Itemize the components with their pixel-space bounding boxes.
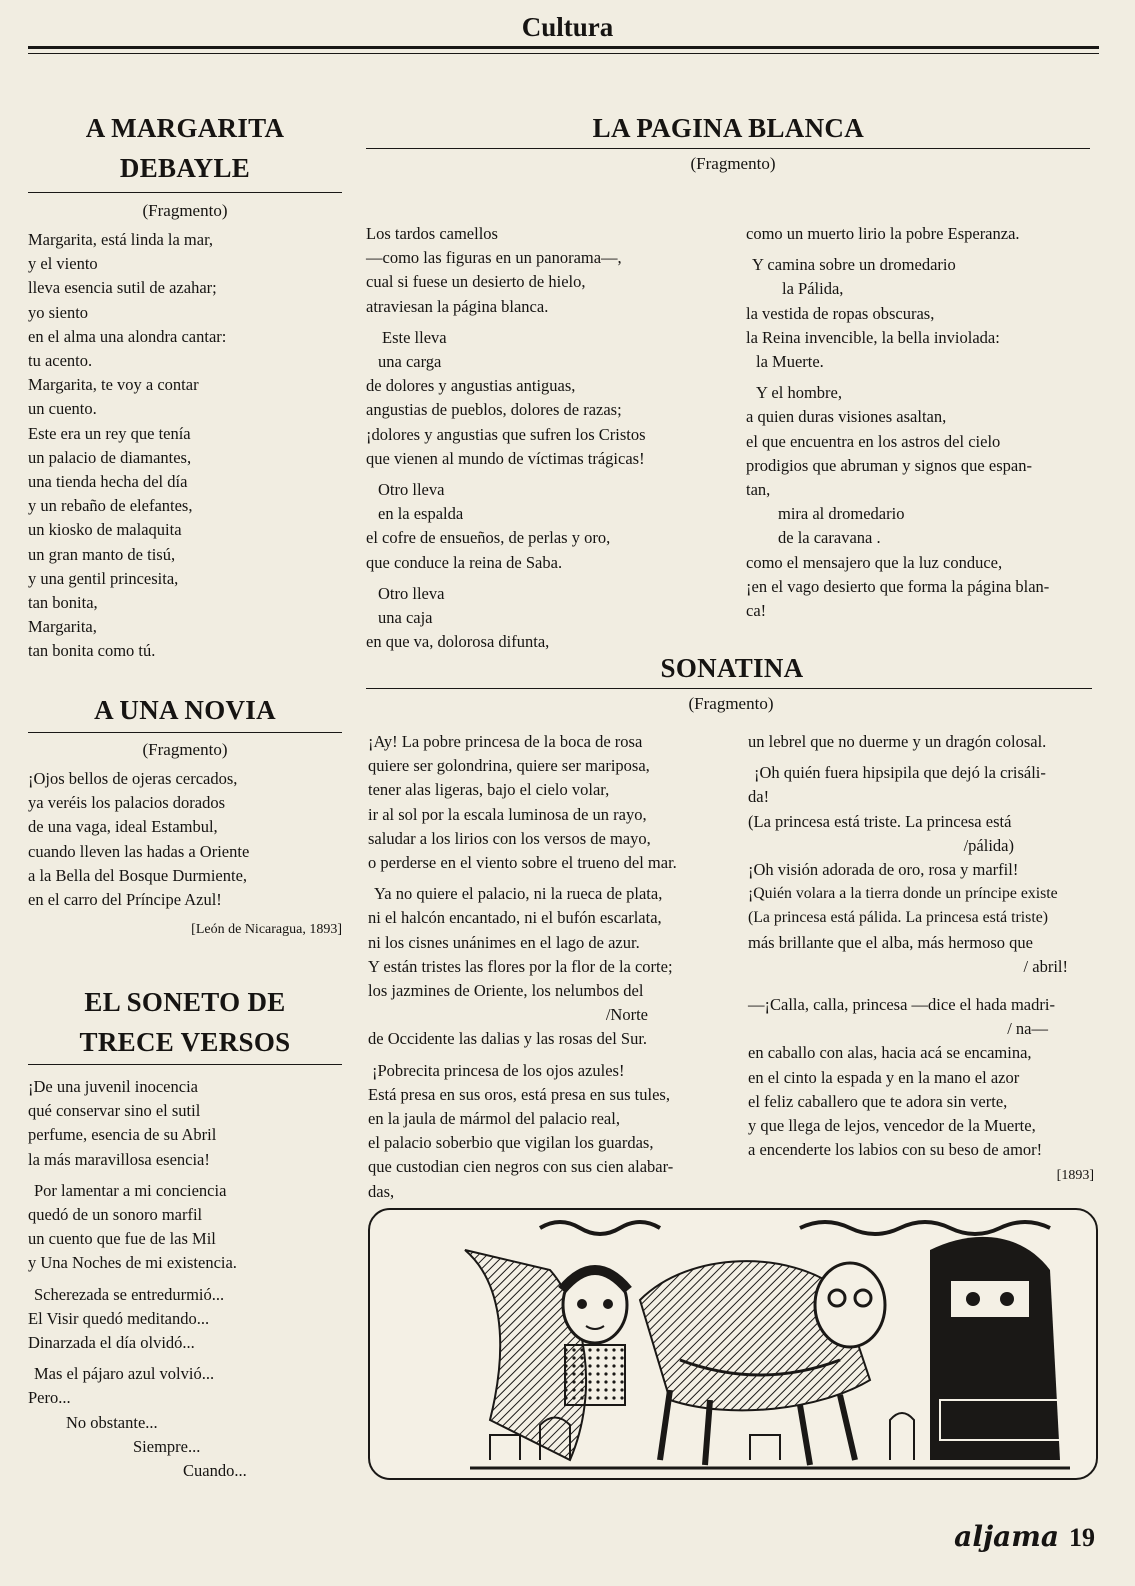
poem-line: —como las figuras en un panorama—, xyxy=(366,248,622,268)
poem-line: y el viento xyxy=(28,254,98,274)
poem-line: el que encuentra en los astros del cielo xyxy=(746,431,1001,451)
poem-line: un cuento que fue de las Mil xyxy=(28,1229,216,1249)
poem-line: de Occidente las dalias y las rosas del Sur. xyxy=(368,1029,648,1049)
poem-line: ¡Pobrecita princesa de los ojos azules! xyxy=(372,1060,625,1080)
poem-title-line2: DEBAYLE xyxy=(119,153,251,183)
poem-line: prodigios que abruman y signos que espan- xyxy=(746,455,1032,475)
poem-line: ¡Oh quién fuera hipsipila que dejó la crisáli- xyxy=(754,763,1046,783)
poem-title: SONATINA xyxy=(660,653,804,683)
poem-line: tan, xyxy=(746,480,771,500)
illustration-frame xyxy=(368,1208,1098,1480)
poem-line: ¡dolores y angustias que sufren los Cristos xyxy=(366,424,646,444)
fragment-label: (Fragmento) xyxy=(142,740,228,759)
title-rule xyxy=(28,1064,342,1065)
poem-line: Margarita, xyxy=(28,617,97,637)
poem-line: un cuento. xyxy=(28,399,97,419)
poem-line: ni los cisnes unánimes en el lago de azur. xyxy=(368,932,640,952)
poem-line: Otro lleva xyxy=(378,583,445,603)
poem-line: y Una Noches de mi existencia. xyxy=(28,1253,237,1273)
header-rule xyxy=(28,46,1099,49)
poem-soneto xyxy=(28,982,342,1483)
fragment-label: (Fragmento) xyxy=(690,154,776,173)
poem-line: de una vaga, ideal Estambul, xyxy=(28,817,218,837)
poem-line: y una gentil princesita, xyxy=(28,568,179,588)
poem-line: cuando lleven las hadas a Oriente xyxy=(28,841,250,861)
sonatina-right-lines xyxy=(748,730,1098,1186)
poem-line: cual si fuese un desierto de hielo, xyxy=(366,272,586,292)
poem-line: como el mensajero que la luz conduce, xyxy=(746,552,1003,572)
poem-line: que conduce la reina de Saba. xyxy=(366,552,563,572)
poem-line: da! xyxy=(748,787,770,807)
page-number: 19 xyxy=(1069,1523,1095,1552)
poem-line: un kiosko de malaquita xyxy=(28,520,182,540)
poem-line: ni el halcón encantado, ni el bufón escarlata, xyxy=(368,908,662,928)
sonatina-left-lines xyxy=(368,730,733,1204)
poem-line: como un muerto lirio la pobre Esperanza. xyxy=(746,224,1020,243)
woodcut-illustration xyxy=(370,1210,1096,1478)
poem-line: Margarita, te voy a contar xyxy=(28,375,199,395)
pagina-right-lines xyxy=(746,222,1096,623)
poem-line: en la espalda xyxy=(378,504,464,524)
poem-line: ¡De una juvenil inocencia xyxy=(28,1077,198,1096)
poem-line: Ya no quiere el palacio, ni la rueca de plata, xyxy=(374,884,663,904)
poem-line: tan bonita como tú. xyxy=(28,641,156,661)
poem-line: la Muerte. xyxy=(756,352,824,372)
poem-title: A MARGARITA xyxy=(85,113,285,143)
poem-line: de dolores y angustias antiguas, xyxy=(366,376,576,396)
poem-line: perfume, esencia de su Abril xyxy=(28,1125,217,1145)
poem-line: Otro lleva xyxy=(378,480,445,500)
poem-line: un lebrel que no duerme y un dragón colosal. xyxy=(748,732,1047,751)
poem-line: la Reina invencible, la bella inviolada: xyxy=(746,327,1000,347)
poem-line: y que llega de lejos, vencedor de la Muerte, xyxy=(748,1116,1036,1136)
poem-line: más brillante que el alba, más hermoso que xyxy=(748,932,1033,952)
poem-line: en caballo con alas, hacia acá se encamina, xyxy=(748,1043,1032,1063)
title-rule xyxy=(366,148,1090,149)
poem-title: LA PAGINA BLANCA xyxy=(592,113,864,143)
magazine-logo: aljama xyxy=(954,1520,1059,1553)
poem-line: yo siento xyxy=(28,302,89,322)
poem-line: el palacio soberbio que vigilan los guardas, xyxy=(368,1133,654,1153)
section-title: Cultura xyxy=(521,12,614,42)
poem-line: en el alma una alondra cantar: xyxy=(28,326,227,346)
poem-line: saludar a los lirios con los versos de mayo, xyxy=(368,828,651,848)
page-footer xyxy=(954,1520,1095,1553)
date-note: [León de Nicaragua, 1893] xyxy=(191,922,342,938)
poem-line: ir al sol por la escala luminosa de un rayo, xyxy=(368,804,647,824)
poem-line: atraviesan la página blanca. xyxy=(366,296,549,316)
poem-line: ¡Ojos bellos de ojeras cercados, xyxy=(28,769,238,788)
poem-title: A UNA NOVIA xyxy=(94,695,276,725)
poem-line: ¡en el vago desierto que forma la página blan- xyxy=(746,576,1050,596)
poem-line: y un rebaño de elefantes, xyxy=(28,496,193,516)
poem-lines xyxy=(28,1075,342,1483)
poem-pagina-blanca xyxy=(366,108,1090,177)
poem-line: Margarita, está linda la mar, xyxy=(28,230,214,249)
poem-line: o perderse en el viento sobre el trueno del mar. xyxy=(368,853,677,873)
poem-line: de la caravana . xyxy=(778,528,881,548)
fragment-label: (Fragmento) xyxy=(142,201,228,220)
poem-line: quedó de un sonoro marfil xyxy=(28,1205,203,1225)
poem-line: ¡Quién volara a la tierra donde un príncipe existe xyxy=(748,885,1058,903)
poem-line: El Visir quedó meditando... xyxy=(28,1308,210,1328)
poem-line: mira al dromedario xyxy=(778,504,905,524)
poem-line: Dinarzada el día olvidó... xyxy=(28,1333,195,1353)
poem-line: Está presa en sus oros, está presa en sus tules, xyxy=(368,1084,670,1104)
poem-line: (La princesa está triste. La princesa está xyxy=(748,811,1012,831)
poem-line: el cofre de ensueños, de perlas y oro, xyxy=(366,528,611,548)
poem-lines xyxy=(28,767,342,912)
poem-line: un palacio de diamantes, xyxy=(28,447,192,467)
poem-title-line2: TRECE VERSOS xyxy=(79,1027,291,1057)
poem-line: das, xyxy=(368,1181,395,1201)
poem-line: el feliz caballero que te adora sin verte, xyxy=(748,1091,1008,1111)
poem-line: en que va, dolorosa difunta, xyxy=(366,632,550,652)
poem-line: que custodian cien negros con sus cien alabar- xyxy=(368,1157,674,1177)
header-rule-thin xyxy=(28,53,1099,54)
poem-sonatina xyxy=(366,648,1092,717)
poem-line: No obstante... xyxy=(66,1412,158,1432)
fragment-label: (Fragmento) xyxy=(688,694,774,713)
poem-line: la Pálida, xyxy=(782,279,844,299)
poem-line: ¡Oh visión adorada de oro, rosa y marfil! xyxy=(748,860,1019,880)
poem-line: (La princesa está pálida. La princesa está triste) xyxy=(748,909,1048,927)
poem-line: qué conservar sino el sutil xyxy=(28,1101,201,1121)
poem-line: —¡Calla, calla, princesa —dice el hada madri- xyxy=(748,995,1055,1015)
poem-line: Por lamentar a mi conciencia xyxy=(34,1180,227,1200)
poem-line: la más maravillosa esencia! xyxy=(28,1149,210,1169)
poem-line: Este era un rey que tenía xyxy=(28,423,191,443)
poem-line: una tienda hecha del día xyxy=(28,472,188,492)
date-note: [1893] xyxy=(1056,1168,1094,1184)
poem-line: Los tardos camellos xyxy=(366,224,498,243)
poem-line: ¡Ay! La pobre princesa de la boca de rosa xyxy=(368,732,643,751)
poem-line: /Norte xyxy=(605,1005,648,1025)
poem-line: Este lleva xyxy=(382,327,447,347)
title-rule xyxy=(28,192,342,193)
poem-line: tan bonita, xyxy=(28,593,98,613)
poem-line: a la Bella del Bosque Durmiente, xyxy=(28,865,248,885)
poem-line: angustias de pueblos, dolores de razas; xyxy=(366,400,622,420)
poem-line: Pero... xyxy=(28,1388,71,1408)
poem-line: un gran manto de tisú, xyxy=(28,544,176,564)
poem-lines xyxy=(28,228,342,664)
poem-line: Y camina sobre un dromedario xyxy=(752,255,956,275)
poem-line: Y el hombre, xyxy=(756,383,842,403)
poem-line: en el cinto la espada y en la mano el azor xyxy=(748,1067,1020,1087)
poem-line: a quien duras visiones asaltan, xyxy=(746,407,947,427)
poem-line: Cuando... xyxy=(183,1461,247,1481)
title-rule xyxy=(28,732,342,733)
poem-line: ca! xyxy=(746,601,767,621)
poem-margarita xyxy=(28,108,342,664)
poem-line: tu acento. xyxy=(28,351,93,371)
poem-line: Y están tristes las flores por la flor de la corte; xyxy=(368,956,673,976)
poem-line: ya veréis los palacios dorados xyxy=(28,793,226,813)
poem-line: en la jaula de mármol del palacio real, xyxy=(368,1109,620,1129)
poem-line: una carga xyxy=(378,352,442,372)
poem-line: los jazmines de Oriente, los nelumbos del xyxy=(368,981,644,1001)
poem-line: en el carro del Príncipe Azul! xyxy=(28,890,222,910)
poem-line: Scherezada se entredurmió... xyxy=(34,1284,225,1304)
poem-line: la vestida de ropas obscuras, xyxy=(746,303,935,323)
poem-line: quiere ser golondrina, quiere ser mariposa, xyxy=(368,756,650,776)
poem-line: que vienen al mundo de víctimas trágicas! xyxy=(366,448,645,468)
pagina-left-lines xyxy=(366,222,726,654)
poem-line: tener alas ligeras, bajo el cielo volar, xyxy=(368,780,610,800)
poem-line: /pálida) xyxy=(963,835,1014,855)
poem-line: Siempre... xyxy=(133,1436,201,1456)
poem-line: lleva esencia sutil de azahar; xyxy=(28,278,217,298)
poem-line: / abril! xyxy=(1023,956,1068,976)
poem-line: una caja xyxy=(378,608,433,628)
poem-line: / na— xyxy=(1007,1019,1048,1039)
title-rule xyxy=(366,688,1092,689)
poem-line: a encenderte los labios con su beso de amor! xyxy=(748,1140,1043,1160)
poem-title: EL SONETO DE xyxy=(84,987,286,1017)
poem-novia xyxy=(28,690,342,940)
poem-line: Mas el pájaro azul volvió... xyxy=(34,1364,215,1384)
